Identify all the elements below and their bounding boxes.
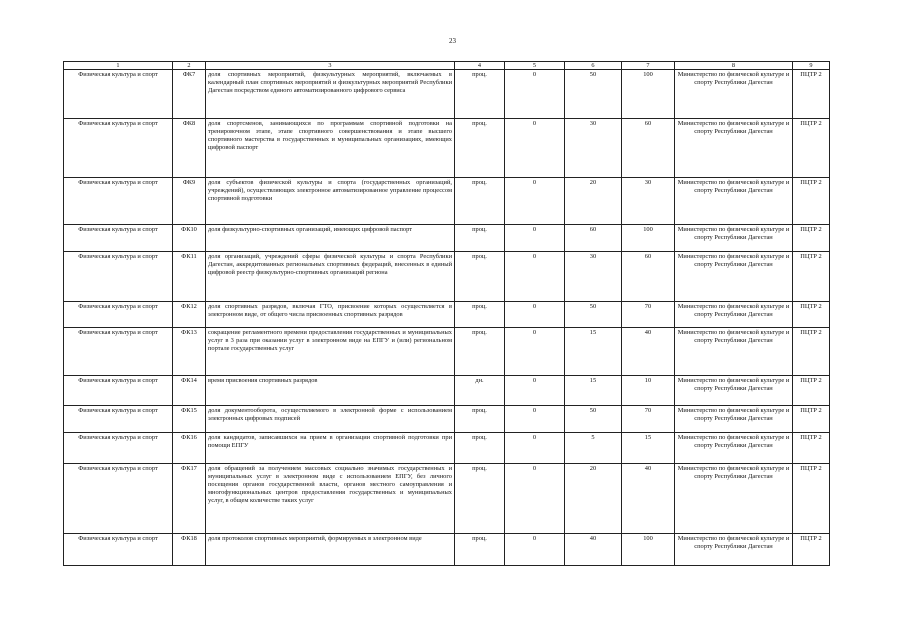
header-row (64, 62, 830, 70)
value-base-cell: 0 (505, 534, 565, 566)
program-cell: ПЦТР 2 (793, 433, 830, 464)
value-base-cell: 0 (505, 328, 565, 376)
table-row (64, 376, 830, 406)
responsible-cell: Министерство по физической культуре и спорту Республики Дагестан (675, 178, 793, 225)
code-cell: ФК12 (173, 302, 206, 328)
program-cell: ПЦТР 2 (793, 252, 830, 302)
table-row (64, 178, 830, 225)
column-number-7: 7 (622, 62, 675, 70)
code-cell: ФК14 (173, 376, 206, 406)
unit-cell: проц. (455, 225, 505, 252)
area-cell: Физическая культура и спорт (64, 302, 173, 328)
responsible-cell: Министерство по физической культуре и спорту Республики Дагестан (675, 119, 793, 178)
area-cell: Физическая культура и спорт (64, 464, 173, 534)
value-mid-cell: 60 (565, 225, 622, 252)
column-number-9: 9 (793, 62, 830, 70)
column-number-5: 5 (505, 62, 565, 70)
value-target-cell: 60 (622, 119, 675, 178)
indicator-cell: время присвоения спортивных разрядов (206, 376, 455, 406)
responsible-cell: Министерство по физической культуре и спорту Республики Дагестан (675, 225, 793, 252)
responsible-cell: Министерство по физической культуре и спорту Республики Дагестан (675, 406, 793, 433)
area-cell: Физическая культура и спорт (64, 225, 173, 252)
value-mid-cell: 30 (565, 252, 622, 302)
area-cell: Физическая культура и спорт (64, 376, 173, 406)
code-cell: ФК13 (173, 328, 206, 376)
column-number-6: 6 (565, 62, 622, 70)
value-target-cell: 40 (622, 464, 675, 534)
area-cell: Физическая культура и спорт (64, 252, 173, 302)
area-cell: Физическая культура и спорт (64, 178, 173, 225)
code-cell: ФК15 (173, 406, 206, 433)
table-row (64, 433, 830, 464)
indicator-cell: доля субъектов физической культуры и спорта (государственных организаций, учреждений), осуществляющих электронное автоматизированное управление процессом спортивной подготовки (206, 178, 455, 225)
program-cell: ПЦТР 2 (793, 464, 830, 534)
indicator-cell: доля спортивных мероприятий, физкультурных мероприятий, включаемых в календарный план спортивных мероприятий и физкультурных мероприятий Республики Дагестан посредством единого автоматизированного цифрового сервиса (206, 70, 455, 119)
area-cell: Физическая культура и спорт (64, 534, 173, 566)
value-base-cell: 0 (505, 464, 565, 534)
indicator-cell: доля физкультурно-спортивных организаций, имеющих цифровой паспорт (206, 225, 455, 252)
area-cell: Физическая культура и спорт (64, 328, 173, 376)
responsible-cell: Министерство по физической культуре и спорту Республики Дагестан (675, 328, 793, 376)
value-mid-cell: 5 (565, 433, 622, 464)
value-mid-cell: 50 (565, 302, 622, 328)
area-cell: Физическая культура и спорт (64, 433, 173, 464)
value-base-cell: 0 (505, 225, 565, 252)
program-cell: ПЦТР 2 (793, 178, 830, 225)
responsible-cell: Министерство по физической культуре и спорту Республики Дагестан (675, 376, 793, 406)
value-mid-cell: 20 (565, 178, 622, 225)
column-number-2: 2 (173, 62, 206, 70)
unit-cell: проц. (455, 464, 505, 534)
code-cell: ФК18 (173, 534, 206, 566)
unit-cell: проц. (455, 178, 505, 225)
value-mid-cell: 50 (565, 406, 622, 433)
program-cell: ПЦТР 2 (793, 225, 830, 252)
unit-cell: проц. (455, 433, 505, 464)
value-base-cell: 0 (505, 433, 565, 464)
column-number-8: 8 (675, 62, 793, 70)
value-target-cell: 100 (622, 534, 675, 566)
value-target-cell: 10 (622, 376, 675, 406)
program-cell: ПЦТР 2 (793, 302, 830, 328)
page-number: 23 (449, 37, 456, 45)
value-base-cell: 0 (505, 302, 565, 328)
program-cell: ПЦТР 2 (793, 376, 830, 406)
code-cell: ФК10 (173, 225, 206, 252)
area-cell: Физическая культура и спорт (64, 119, 173, 178)
value-base-cell: 0 (505, 178, 565, 225)
indicator-cell: доля спортивных разрядов, включая ГТО, присвоение которых осуществляется в электронном виде, от общего числа присвоенных спортивных разрядов (206, 302, 455, 328)
program-cell: ПЦТР 2 (793, 119, 830, 178)
code-cell: ФК17 (173, 464, 206, 534)
column-number-3: 3 (206, 62, 455, 70)
area-cell: Физическая культура и спорт (64, 70, 173, 119)
responsible-cell: Министерство по физической культуре и спорту Республики Дагестан (675, 302, 793, 328)
unit-cell: проц. (455, 534, 505, 566)
table-row (64, 70, 830, 119)
indicator-cell: доля кандидатов, записавшихся на прием в организации спортивной подготовки при помощи ЕПГУ (206, 433, 455, 464)
indicator-cell: доля документооборота, осуществляемого в электронной форме с использованием электронных цифровых подписей (206, 406, 455, 433)
value-target-cell: 70 (622, 406, 675, 433)
value-mid-cell: 50 (565, 70, 622, 119)
indicator-cell: сокращение регламентного времени предоставления государственных и муниципальных услуг в 3 раза при оказании услуг в электронном виде на ЕПГУ и (или) региональном портале государственных услуг (206, 328, 455, 376)
table-row (64, 225, 830, 252)
value-mid-cell: 20 (565, 464, 622, 534)
value-mid-cell: 15 (565, 328, 622, 376)
value-target-cell: 100 (622, 70, 675, 119)
code-cell: ФК7 (173, 70, 206, 119)
code-cell: ФК9 (173, 178, 206, 225)
column-number-4: 4 (455, 62, 505, 70)
unit-cell: проц. (455, 70, 505, 119)
value-target-cell: 100 (622, 225, 675, 252)
value-target-cell: 60 (622, 252, 675, 302)
unit-cell: проц. (455, 406, 505, 433)
unit-cell: проц. (455, 119, 505, 178)
value-base-cell: 0 (505, 119, 565, 178)
code-cell: ФК16 (173, 433, 206, 464)
value-mid-cell: 40 (565, 534, 622, 566)
value-base-cell: 0 (505, 376, 565, 406)
responsible-cell: Министерство по физической культуре и спорту Республики Дагестан (675, 433, 793, 464)
indicators-table (63, 61, 830, 566)
code-cell: ФК11 (173, 252, 206, 302)
code-cell: ФК8 (173, 119, 206, 178)
column-number-1: 1 (64, 62, 173, 70)
value-mid-cell: 15 (565, 376, 622, 406)
program-cell: ПЦТР 2 (793, 534, 830, 566)
value-base-cell: 0 (505, 252, 565, 302)
table-row (64, 406, 830, 433)
indicator-cell: доля обращений за получением массовых социально значимых государственных и муниципальных услуг в электронном виде с использованием ЕПГУ, без личного посещения органов государственной власти, органов местного самоуправления и многофункциональных центров предоставления государственных и муниципальных услуг, в общем количестве таких услуг (206, 464, 455, 534)
value-mid-cell: 30 (565, 119, 622, 178)
responsible-cell: Министерство по физической культуре и спорту Республики Дагестан (675, 70, 793, 119)
table-row (64, 328, 830, 376)
table-row (64, 252, 830, 302)
value-base-cell: 0 (505, 406, 565, 433)
responsible-cell: Министерство по физической культуре и спорту Республики Дагестан (675, 534, 793, 566)
value-target-cell: 70 (622, 302, 675, 328)
indicator-cell: доля организаций, учреждений сферы физической культуры и спорта Республики Дагестан, аккредитованных региональных спортивных федераций, внесенных в единый цифровой реестр физкультурно-спортивных организаций региона (206, 252, 455, 302)
value-target-cell: 40 (622, 328, 675, 376)
table-row (64, 534, 830, 566)
unit-cell: дн. (455, 376, 505, 406)
unit-cell: проц. (455, 328, 505, 376)
program-cell: ПЦТР 2 (793, 70, 830, 119)
table-header (64, 62, 830, 70)
indicator-cell: доля протоколов спортивных мероприятий, формируемых в электронном виде (206, 534, 455, 566)
table-body (64, 70, 830, 566)
unit-cell: проц. (455, 302, 505, 328)
program-cell: ПЦТР 2 (793, 406, 830, 433)
value-base-cell: 0 (505, 70, 565, 119)
table-row (64, 302, 830, 328)
program-cell: ПЦТР 2 (793, 328, 830, 376)
table-row (64, 119, 830, 178)
table-row (64, 464, 830, 534)
responsible-cell: Министерство по физической культуре и спорту Республики Дагестан (675, 464, 793, 534)
area-cell: Физическая культура и спорт (64, 406, 173, 433)
indicator-cell: доля спортсменов, занимающихся по программам спортивной подготовки на тренировочном этапе, этапе спортивного совершенствования и этапе высшего спортивного мастерства в государственных и муниципальных организациях, имеющих цифровой паспорт (206, 119, 455, 178)
responsible-cell: Министерство по физической культуре и спорту Республики Дагестан (675, 252, 793, 302)
value-target-cell: 15 (622, 433, 675, 464)
value-target-cell: 30 (622, 178, 675, 225)
unit-cell: проц. (455, 252, 505, 302)
